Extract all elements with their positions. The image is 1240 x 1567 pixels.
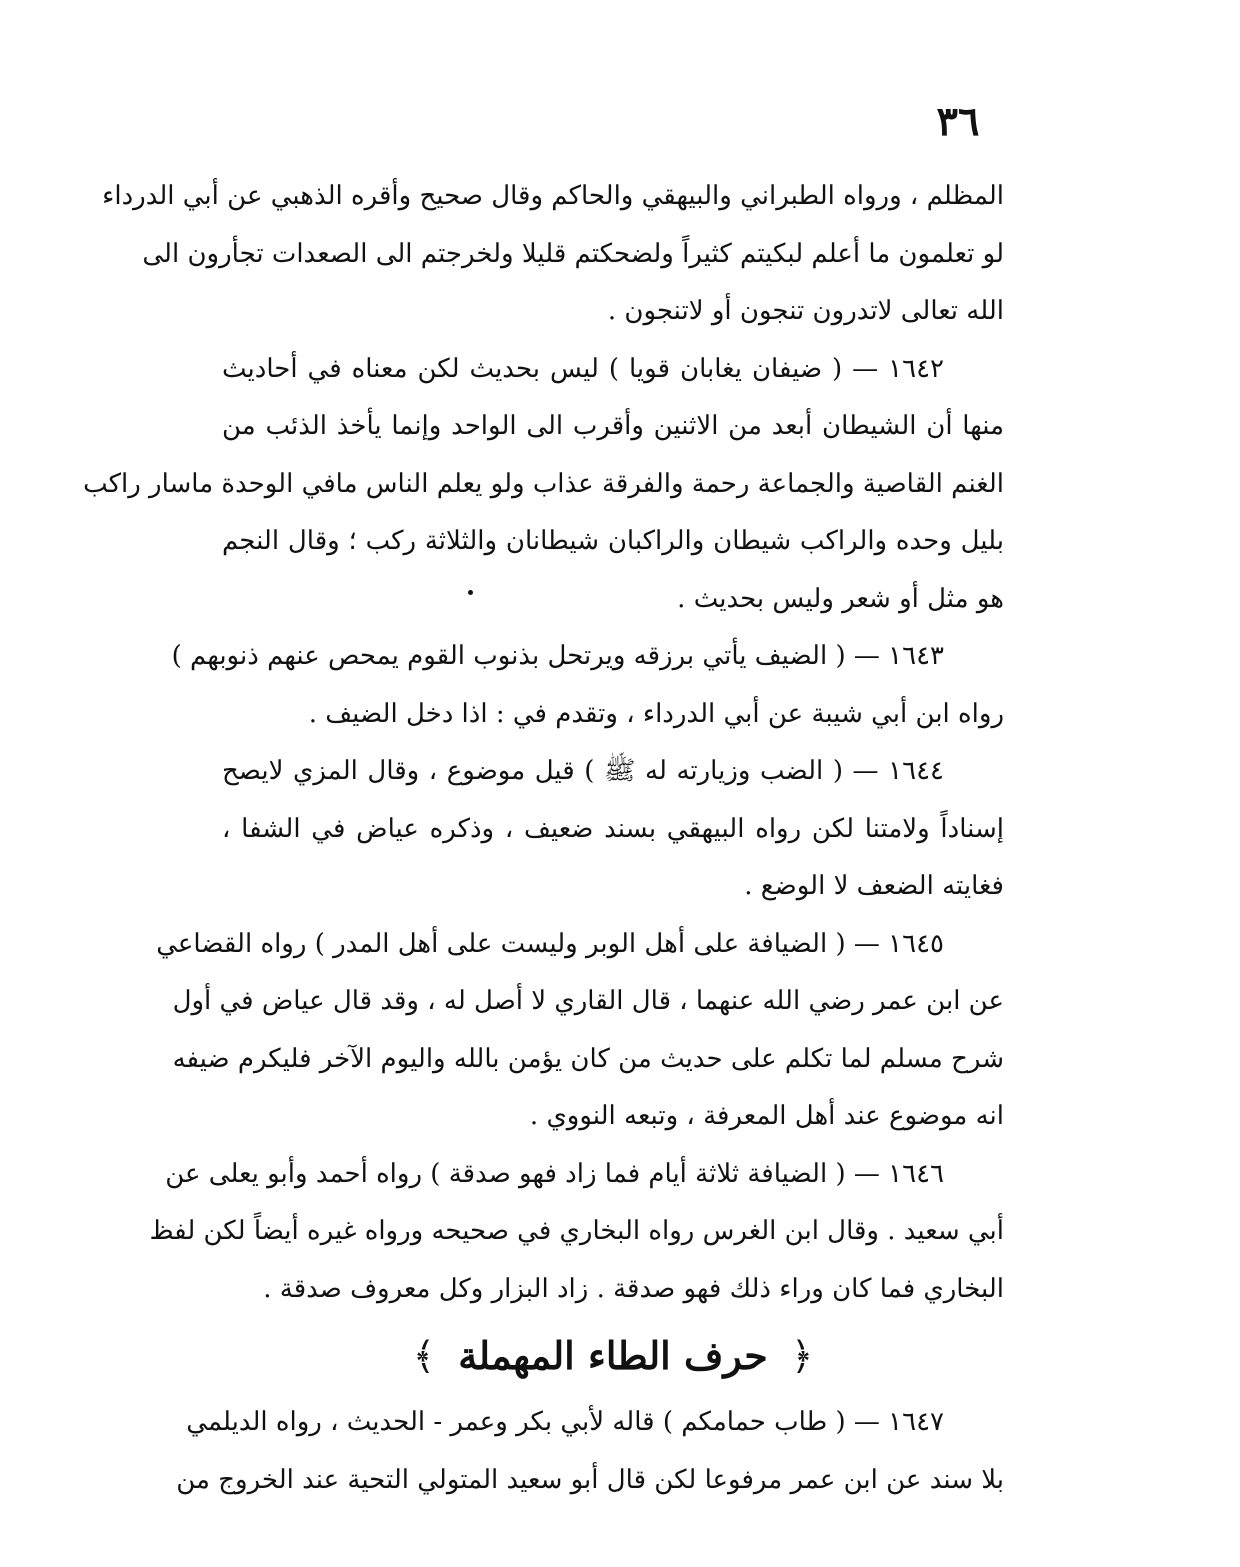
text-line: البخاري فما كان وراء ذلك فهو صدقة . زاد البزار وكل معروف صدقة . (263, 1273, 1004, 1304)
ink-speck (468, 590, 473, 595)
text-line: إسناداً ولامتنا لكن رواه البيهقي بسند ضعيف ، وذكره عياض في الشفا ، (222, 813, 1004, 844)
text-line: هو مثل أو شعر وليس بحديث . (677, 583, 1004, 614)
text-line: أبي سعيد . وقال ابن الغرس رواه البخاري في صحيحه ورواه غيره أيضاً لكن لفظ (149, 1216, 1004, 1246)
text-line: ١٦٤٦ — ( الضيافة ثلاثة أيام فما زاد فهو صدقة ) رواه أحمد وأبو يعلى عن (165, 1158, 944, 1189)
text-line: ١٦٤٣ — ( الضيف يأتي برزقه ويرتحل بذنوب القوم يمحص عنهم ذنوبهم ) (171, 641, 944, 671)
heading-close-bracket: ﴾ (412, 1334, 435, 1378)
text-line: ١٦٤٢ — ( ضيفان يغابان قويا ) ليس بحديث لكن معناه في أحاديث (222, 353, 944, 384)
text-line: لو تعلمون ما أعلم لبكيتم كثيراً ولضحكتم قليلا ولخرجتم الى الصعدات تجأرون الى (142, 238, 1004, 269)
text-line: شرح مسلم لما تكلم على حديث من كان يؤمن بالله واليوم الآخر فليكرم ضيفه (172, 1043, 1004, 1074)
section-heading-text: حرف الطاء المهملة (458, 1333, 768, 1378)
text-line: عن ابن عمر رضي الله عنهما ، قال القاري لا أصل له ، وقد قال عياض في أول (172, 986, 1004, 1016)
text-line: ١٦٤٥ — ( الضيافة على أهل الوبر وليست على أهل المدر ) رواه القضاعي (156, 928, 944, 959)
text-line: الغنم القاصية والجماعة رحمة والفرقة عذاب ولو يعلم الناس مافي الوحدة ماسار راكب (83, 468, 1004, 499)
page-number: ٣٦ (936, 98, 980, 145)
text-line: ١٦٤٧ — ( طاب حمامكم ) قاله لأبي بكر وعمر - الحديث ، رواه الديلمي (186, 1407, 944, 1437)
text-lines-before-heading (83, 168, 1004, 1318)
text-line: منها أن الشيطان أبعد من الاثنين وأقرب الى الواحد وإنما يأخذ الذئب من (222, 411, 1004, 441)
heading-open-bracket: ﴿ (791, 1334, 814, 1378)
section-heading (222, 1318, 1004, 1394)
text-line: فغايته الضعف لا الوضع . (744, 871, 1004, 901)
text-line: انه موضوع عند أهل المعرفة ، وتبعه النووي . (529, 1101, 1004, 1131)
text-line: المظلم ، ورواه الطبراني والبيهقي والحاكم وقال صحيح وأقره الذهبي عن أبي الدرداء (102, 181, 1004, 211)
text-line: الله تعالى لاتدرون تنجون أو لاتنجون . (607, 296, 1004, 326)
text-line: بلا سند عن ابن عمر مرفوعا لكن قال أبو سعيد المتولي التحية عند الخروج من (176, 1464, 1004, 1495)
text-line: رواه ابن أبي شيبة عن أبي الدرداء ، وتقدم في : اذا دخل الضيف . (308, 698, 1004, 729)
text-line: ١٦٤٤ — ( الضب وزيارته له ﷺ ) قيل موضوع ، وقال المزي لايصح (222, 756, 944, 786)
text-line: بليل وحده والراكب شيطان والراكبان شيطانان والثلاثة ركب ؛ وقال النجم (222, 526, 1004, 556)
text-lines-after-heading (176, 1394, 1004, 1509)
body-text (83, 168, 1004, 1509)
